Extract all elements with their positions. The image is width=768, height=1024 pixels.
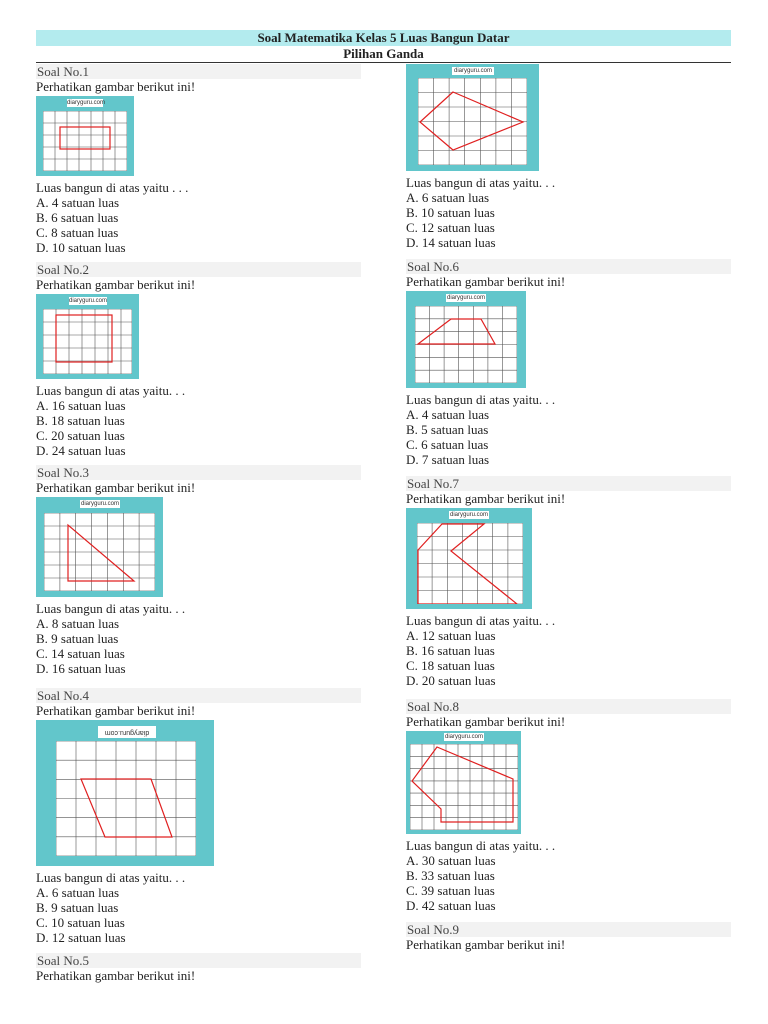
question-prompt: Perhatikan gambar berikut ini! <box>36 277 196 292</box>
grid-figure <box>43 309 132 374</box>
grid-figure <box>44 513 155 591</box>
option-b[interactable]: B. 5 satuan luas <box>406 422 489 437</box>
question-label: Soal No.2 <box>36 262 361 277</box>
option-a[interactable]: A. 6 satuan luas <box>36 885 120 900</box>
question-label: Soal No.3 <box>36 465 361 480</box>
question-2 <box>36 262 361 458</box>
option-d[interactable]: D. 14 satuan luas <box>406 235 496 250</box>
option-b[interactable]: B. 18 satuan luas <box>36 413 125 428</box>
watermark-logo: diaryguru.com <box>449 512 488 518</box>
option-d[interactable]: D. 10 satuan luas <box>36 240 126 255</box>
watermark-logo: diaryguru.com <box>444 734 483 740</box>
question-prompt: Perhatikan gambar berikut ini! <box>406 274 566 289</box>
figure <box>406 508 532 609</box>
grid-figure <box>417 523 523 604</box>
question-4 <box>36 688 361 945</box>
watermark-logo: diaryguru.com <box>67 100 106 106</box>
question-5 <box>36 953 361 984</box>
figure <box>406 291 526 388</box>
question-prompt: Perhatikan gambar berikut ini! <box>36 703 196 718</box>
option-a[interactable]: A. 4 satuan luas <box>406 407 490 422</box>
grid-figure <box>418 78 527 165</box>
watermark-logo: diaryguru.com <box>80 501 119 507</box>
option-b[interactable]: B. 9 satuan luas <box>36 900 119 915</box>
page-subtitle: Pilihan Ganda <box>36 46 731 63</box>
option-a[interactable]: A. 6 satuan luas <box>406 190 490 205</box>
question-label: Soal No.9 <box>406 922 731 937</box>
option-b[interactable]: B. 10 satuan luas <box>406 205 495 220</box>
figure <box>406 731 521 834</box>
question-prompt: Perhatikan gambar berikut ini! <box>36 79 196 94</box>
figure <box>36 497 163 597</box>
option-d[interactable]: D. 16 satuan luas <box>36 661 126 676</box>
question-7 <box>406 476 731 688</box>
option-d[interactable]: D. 12 satuan luas <box>36 930 126 945</box>
option-d[interactable]: D. 7 satuan luas <box>406 452 490 467</box>
watermark-logo: diaryguru.com <box>446 295 485 301</box>
grid-figure <box>410 744 518 830</box>
question-label: Soal No.7 <box>406 476 731 491</box>
question-8 <box>406 699 731 913</box>
question-stem: Luas bangun di atas yaitu. . . <box>406 392 556 407</box>
question-label: Soal No.6 <box>406 259 731 274</box>
question-stem: Luas bangun di atas yaitu. . . <box>406 175 556 190</box>
question-prompt: Perhatikan gambar berikut ini! <box>36 480 196 495</box>
question-stem: Luas bangun di atas yaitu . . . <box>36 180 189 195</box>
figure <box>36 720 214 866</box>
option-b[interactable]: B. 9 satuan luas <box>36 631 119 646</box>
figure <box>36 96 134 176</box>
question-stem: Luas bangun di atas yaitu. . . <box>36 383 186 398</box>
option-c[interactable]: C. 39 satuan luas <box>406 883 495 898</box>
question-stem: Luas bangun di atas yaitu. . . <box>406 613 556 628</box>
figure <box>36 294 139 379</box>
question-3 <box>36 465 361 676</box>
watermark-logo: diaryguru.com <box>98 726 156 738</box>
question-prompt: Perhatikan gambar berikut ini! <box>406 937 566 952</box>
option-a[interactable]: A. 16 satuan luas <box>36 398 126 413</box>
figure <box>406 64 539 171</box>
option-c[interactable]: C. 10 satuan luas <box>36 915 125 930</box>
question-5-continued <box>406 64 731 250</box>
question-prompt: Perhatikan gambar berikut ini! <box>36 968 196 983</box>
page-title: Soal Matematika Kelas 5 Luas Bangun Datar <box>36 30 731 46</box>
question-9 <box>406 922 731 953</box>
watermark-logo: diaryguru.com <box>453 68 492 74</box>
option-c[interactable]: C. 14 satuan luas <box>36 646 125 661</box>
option-c[interactable]: C. 8 satuan luas <box>36 225 119 240</box>
option-b[interactable]: B. 16 satuan luas <box>406 643 495 658</box>
question-label: Soal No.8 <box>406 699 731 714</box>
question-stem: Luas bangun di atas yaitu. . . <box>36 601 186 616</box>
grid-figure <box>43 111 127 171</box>
grid-figure <box>56 741 196 856</box>
grid-figure <box>415 306 517 383</box>
option-c[interactable]: C. 6 satuan luas <box>406 437 489 452</box>
question-stem: Luas bangun di atas yaitu. . . <box>406 838 556 853</box>
question-label: Soal No.4 <box>36 688 361 703</box>
question-label: Soal No.1 <box>36 64 361 79</box>
option-c[interactable]: C. 18 satuan luas <box>406 658 495 673</box>
watermark-logo: diaryguru.com <box>69 298 108 304</box>
question-prompt: Perhatikan gambar berikut ini! <box>406 491 566 506</box>
question-stem: Luas bangun di atas yaitu. . . <box>36 870 186 885</box>
option-a[interactable]: A. 12 satuan luas <box>406 628 496 643</box>
question-1 <box>36 64 361 255</box>
option-d[interactable]: D. 20 satuan luas <box>406 673 496 688</box>
option-d[interactable]: D. 42 satuan luas <box>406 898 496 913</box>
option-c[interactable]: C. 20 satuan luas <box>36 428 125 443</box>
option-c[interactable]: C. 12 satuan luas <box>406 220 495 235</box>
question-prompt: Perhatikan gambar berikut ini! <box>406 714 566 729</box>
option-b[interactable]: B. 6 satuan luas <box>36 210 119 225</box>
option-a[interactable]: A. 30 satuan luas <box>406 853 496 868</box>
option-a[interactable]: A. 8 satuan luas <box>36 616 120 631</box>
question-6 <box>406 259 731 467</box>
question-label: Soal No.5 <box>36 953 361 968</box>
option-a[interactable]: A. 4 satuan luas <box>36 195 120 210</box>
option-d[interactable]: D. 24 satuan luas <box>36 443 126 458</box>
option-b[interactable]: B. 33 satuan luas <box>406 868 495 883</box>
